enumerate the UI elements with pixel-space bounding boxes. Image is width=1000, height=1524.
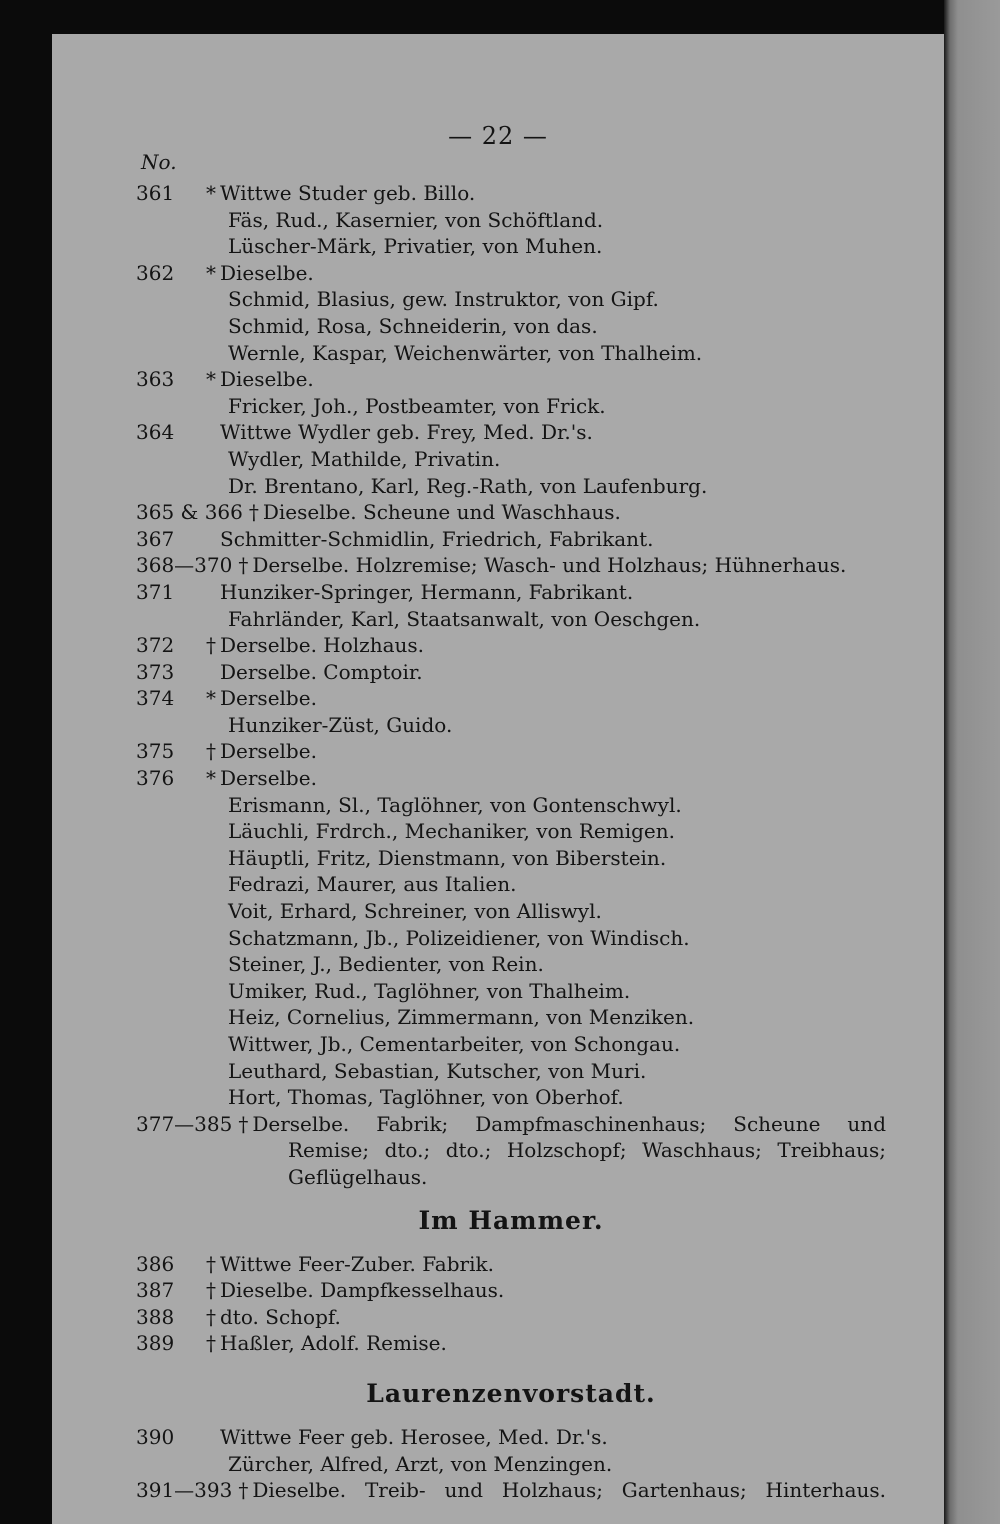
entry-mark: † — [206, 633, 216, 658]
entry-mark: * — [206, 766, 216, 791]
house-number: 375 — [136, 739, 175, 764]
entry-text: Derselbe. Holzhaus. — [220, 633, 425, 658]
register-entry — [136, 1477, 886, 1504]
house-number: 365 & 366 — [136, 500, 243, 525]
register-entry — [136, 313, 886, 340]
entry-text: Dr. Brentano, Karl, Reg.-Rath, von Laufenburg. — [228, 473, 708, 498]
entry-mark: * — [206, 260, 216, 285]
register-entry — [136, 499, 886, 526]
register-entry — [136, 393, 886, 420]
entry-mark: † — [206, 1304, 216, 1329]
house-number: 377—385 — [136, 1111, 233, 1136]
register-entry — [136, 1304, 886, 1331]
entry-text: Leuthard, Sebastian, Kutscher, von Muri. — [228, 1058, 647, 1083]
entry-mark: † — [238, 1111, 249, 1136]
entry-text: Hunziker-Springer, Hermann, Fabrikant. — [220, 579, 634, 604]
entry-text: dto. Schopf. — [220, 1304, 341, 1329]
entry-text: Schatzmann, Jb., Polizeidiener, von Windisch. — [228, 925, 690, 950]
entry-text: Häuptli, Fritz, Dienstmann, von Biberstein. — [228, 845, 667, 870]
entry-text: Schmitter-Schmidlin, Friedrich, Fabrikant. — [220, 526, 654, 551]
register-entry — [136, 526, 886, 553]
entry-mark: † — [248, 500, 259, 525]
register-entry — [136, 712, 886, 739]
register-entry — [136, 1137, 886, 1164]
entry-mark: * — [206, 367, 216, 392]
register-entry — [136, 765, 886, 792]
entry-text: Derselbe. Holzremise; Wasch- und Holzhaus; Hühnerhaus. — [252, 553, 847, 578]
register-entry — [136, 1084, 886, 1111]
house-number: 390 — [136, 1424, 175, 1449]
register-entry — [136, 286, 886, 313]
house-number: 362 — [136, 260, 175, 285]
register-entry — [136, 685, 886, 712]
entry-text: Wittwe Studer geb. Billo. — [220, 181, 476, 205]
register-entry — [136, 446, 886, 473]
entry-text: Zürcher, Alfred, Arzt, von Menzingen. — [228, 1451, 613, 1476]
entry-text: Dieselbe. — [220, 260, 314, 285]
entry-mark — [206, 419, 220, 446]
house-number: 373 — [136, 659, 175, 684]
register-entry — [136, 180, 886, 207]
entry-mark — [206, 659, 220, 686]
entry-text: Derselbe. Comptoir. — [220, 659, 423, 684]
house-number: 372 — [136, 633, 175, 658]
house-number: 371 — [136, 579, 175, 604]
register-listing — [136, 180, 886, 1504]
register-entry — [136, 1058, 886, 1085]
register-entry — [136, 419, 886, 446]
entry-mark — [206, 526, 220, 553]
house-number: 374 — [136, 686, 175, 711]
entry-mark: † — [238, 1478, 249, 1503]
register-entry — [136, 978, 886, 1005]
register-entry — [136, 552, 886, 579]
entry-text: Derselbe. — [220, 739, 317, 764]
entry-text: Wydler, Mathilde, Privatin. — [228, 446, 501, 471]
register-entry — [136, 1277, 886, 1304]
entry-text: Derselbe. — [220, 766, 317, 791]
register-entry — [136, 925, 886, 952]
entry-text: Umiker, Rud., Taglöhner, von Thalheim. — [228, 978, 631, 1003]
section-heading: Im Hammer. — [418, 1205, 604, 1235]
page-number: — 22 — — [448, 122, 548, 150]
entry-text: Fricker, Joh., Postbeamter, von Frick. — [228, 393, 606, 418]
entry-text: Steiner, J., Bedienter, von Rein. — [228, 952, 544, 977]
house-number: 388 — [136, 1304, 175, 1329]
register-entry — [136, 606, 886, 633]
entry-text: Wittwe Feer-Zuber. Fabrik. — [220, 1251, 494, 1276]
house-number: 389 — [136, 1331, 175, 1356]
entry-text: Lüscher-Märk, Privatier, von Muhen. — [228, 234, 603, 259]
entry-text: Wittwe Feer geb. Herosee, Med. Dr.'s. — [220, 1424, 608, 1449]
house-number: 361 — [136, 181, 175, 205]
register-entry — [136, 473, 886, 500]
register-entry — [136, 1164, 886, 1191]
entry-text: Dieselbe. Dampfkesselhaus. — [220, 1278, 505, 1303]
register-entry — [136, 898, 886, 925]
entry-text: Dieselbe. Scheune und Waschhaus. — [262, 500, 621, 525]
entry-mark: † — [206, 1278, 216, 1303]
entry-mark — [206, 1424, 220, 1451]
register-entry — [136, 366, 886, 393]
register-entry — [136, 1031, 886, 1058]
entry-text: Remise; dto.; dto.; Holzschopf; Waschhaus; Treibhaus; — [288, 1138, 886, 1163]
entry-text: Läuchli, Frdrch., Mechaniker, von Remigen. — [228, 819, 675, 844]
entry-text: Heiz, Cornelius, Zimmermann, von Menziken. — [228, 1005, 695, 1030]
house-number: 376 — [136, 766, 175, 791]
entry-mark: † — [206, 739, 216, 764]
entry-text: Fahrländer, Karl, Staatsanwalt, von Oeschgen. — [228, 606, 701, 631]
entry-text: Fedrazi, Maurer, aus Italien. — [228, 872, 517, 897]
entry-mark: * — [206, 181, 216, 205]
register-entry — [136, 1111, 886, 1138]
register-entry — [136, 632, 886, 659]
entry-text: Voit, Erhard, Schreiner, von Alliswyl. — [228, 899, 602, 924]
register-entry — [136, 951, 886, 978]
entry-text: Geflügelhaus. — [288, 1164, 428, 1189]
register-entry — [136, 738, 886, 765]
register-entry — [136, 818, 886, 845]
house-number: 364 — [136, 420, 175, 445]
house-number: 387 — [136, 1278, 175, 1303]
entry-mark: * — [206, 686, 216, 711]
entry-text: Erismann, Sl., Taglöhner, von Gontenschwyl. — [228, 792, 682, 817]
entry-text: Hort, Thomas, Taglöhner, von Oberhof. — [228, 1085, 624, 1110]
entry-text: Dieselbe. — [220, 367, 314, 392]
register-entry — [136, 207, 886, 234]
entry-text: Fäs, Rud., Kasernier, von Schöftland. — [228, 207, 604, 232]
register-entry — [136, 1251, 886, 1278]
book-page — [52, 34, 944, 1524]
house-number: 363 — [136, 367, 175, 392]
entry-text: Wittwe Wydler geb. Frey, Med. Dr.'s. — [220, 420, 593, 445]
page-edge — [944, 0, 1000, 1524]
column-header: No. — [141, 150, 177, 174]
entry-mark: † — [206, 1251, 216, 1276]
section-spacer — [136, 1357, 886, 1364]
entry-text: Wernle, Kaspar, Weichenwärter, von Thalheim. — [228, 340, 703, 365]
house-number: 368—370 — [136, 553, 233, 578]
entry-mark: † — [238, 553, 249, 578]
house-number: 367 — [136, 526, 175, 551]
entry-text: Haßler, Adolf. Remise. — [220, 1331, 447, 1356]
register-entry — [136, 1424, 886, 1451]
entry-text: Dieselbe. Treib- und Holzhaus; Gartenhaus; Hinterhaus. — [252, 1478, 886, 1503]
register-entry — [136, 233, 886, 260]
register-entry — [136, 1451, 886, 1478]
register-entry — [136, 845, 886, 872]
entry-text: Schmid, Blasius, gew. Instruktor, von Gipf. — [228, 287, 659, 312]
entry-text: Hunziker-Züst, Guido. — [228, 712, 453, 737]
house-number: 391—393 — [136, 1478, 233, 1503]
entry-text: Schmid, Rosa, Schneiderin, von das. — [228, 313, 598, 338]
section-heading: Laurenzenvorstadt. — [366, 1378, 656, 1408]
register-entry — [136, 871, 886, 898]
entry-text: Wittwer, Jb., Cementarbeiter, von Schongau. — [228, 1032, 681, 1056]
entry-mark: † — [206, 1331, 216, 1356]
register-entry — [136, 340, 886, 367]
entry-text: Derselbe. — [220, 686, 317, 711]
register-entry — [136, 260, 886, 287]
register-entry — [136, 792, 886, 819]
house-number: 386 — [136, 1251, 175, 1276]
register-entry — [136, 1330, 886, 1357]
register-entry — [136, 1004, 886, 1031]
register-entry — [136, 579, 886, 606]
entry-text: Derselbe. Fabrik; Dampfmaschinenhaus; Scheune und — [252, 1111, 886, 1136]
entry-mark — [206, 579, 220, 606]
register-entry — [136, 659, 886, 686]
